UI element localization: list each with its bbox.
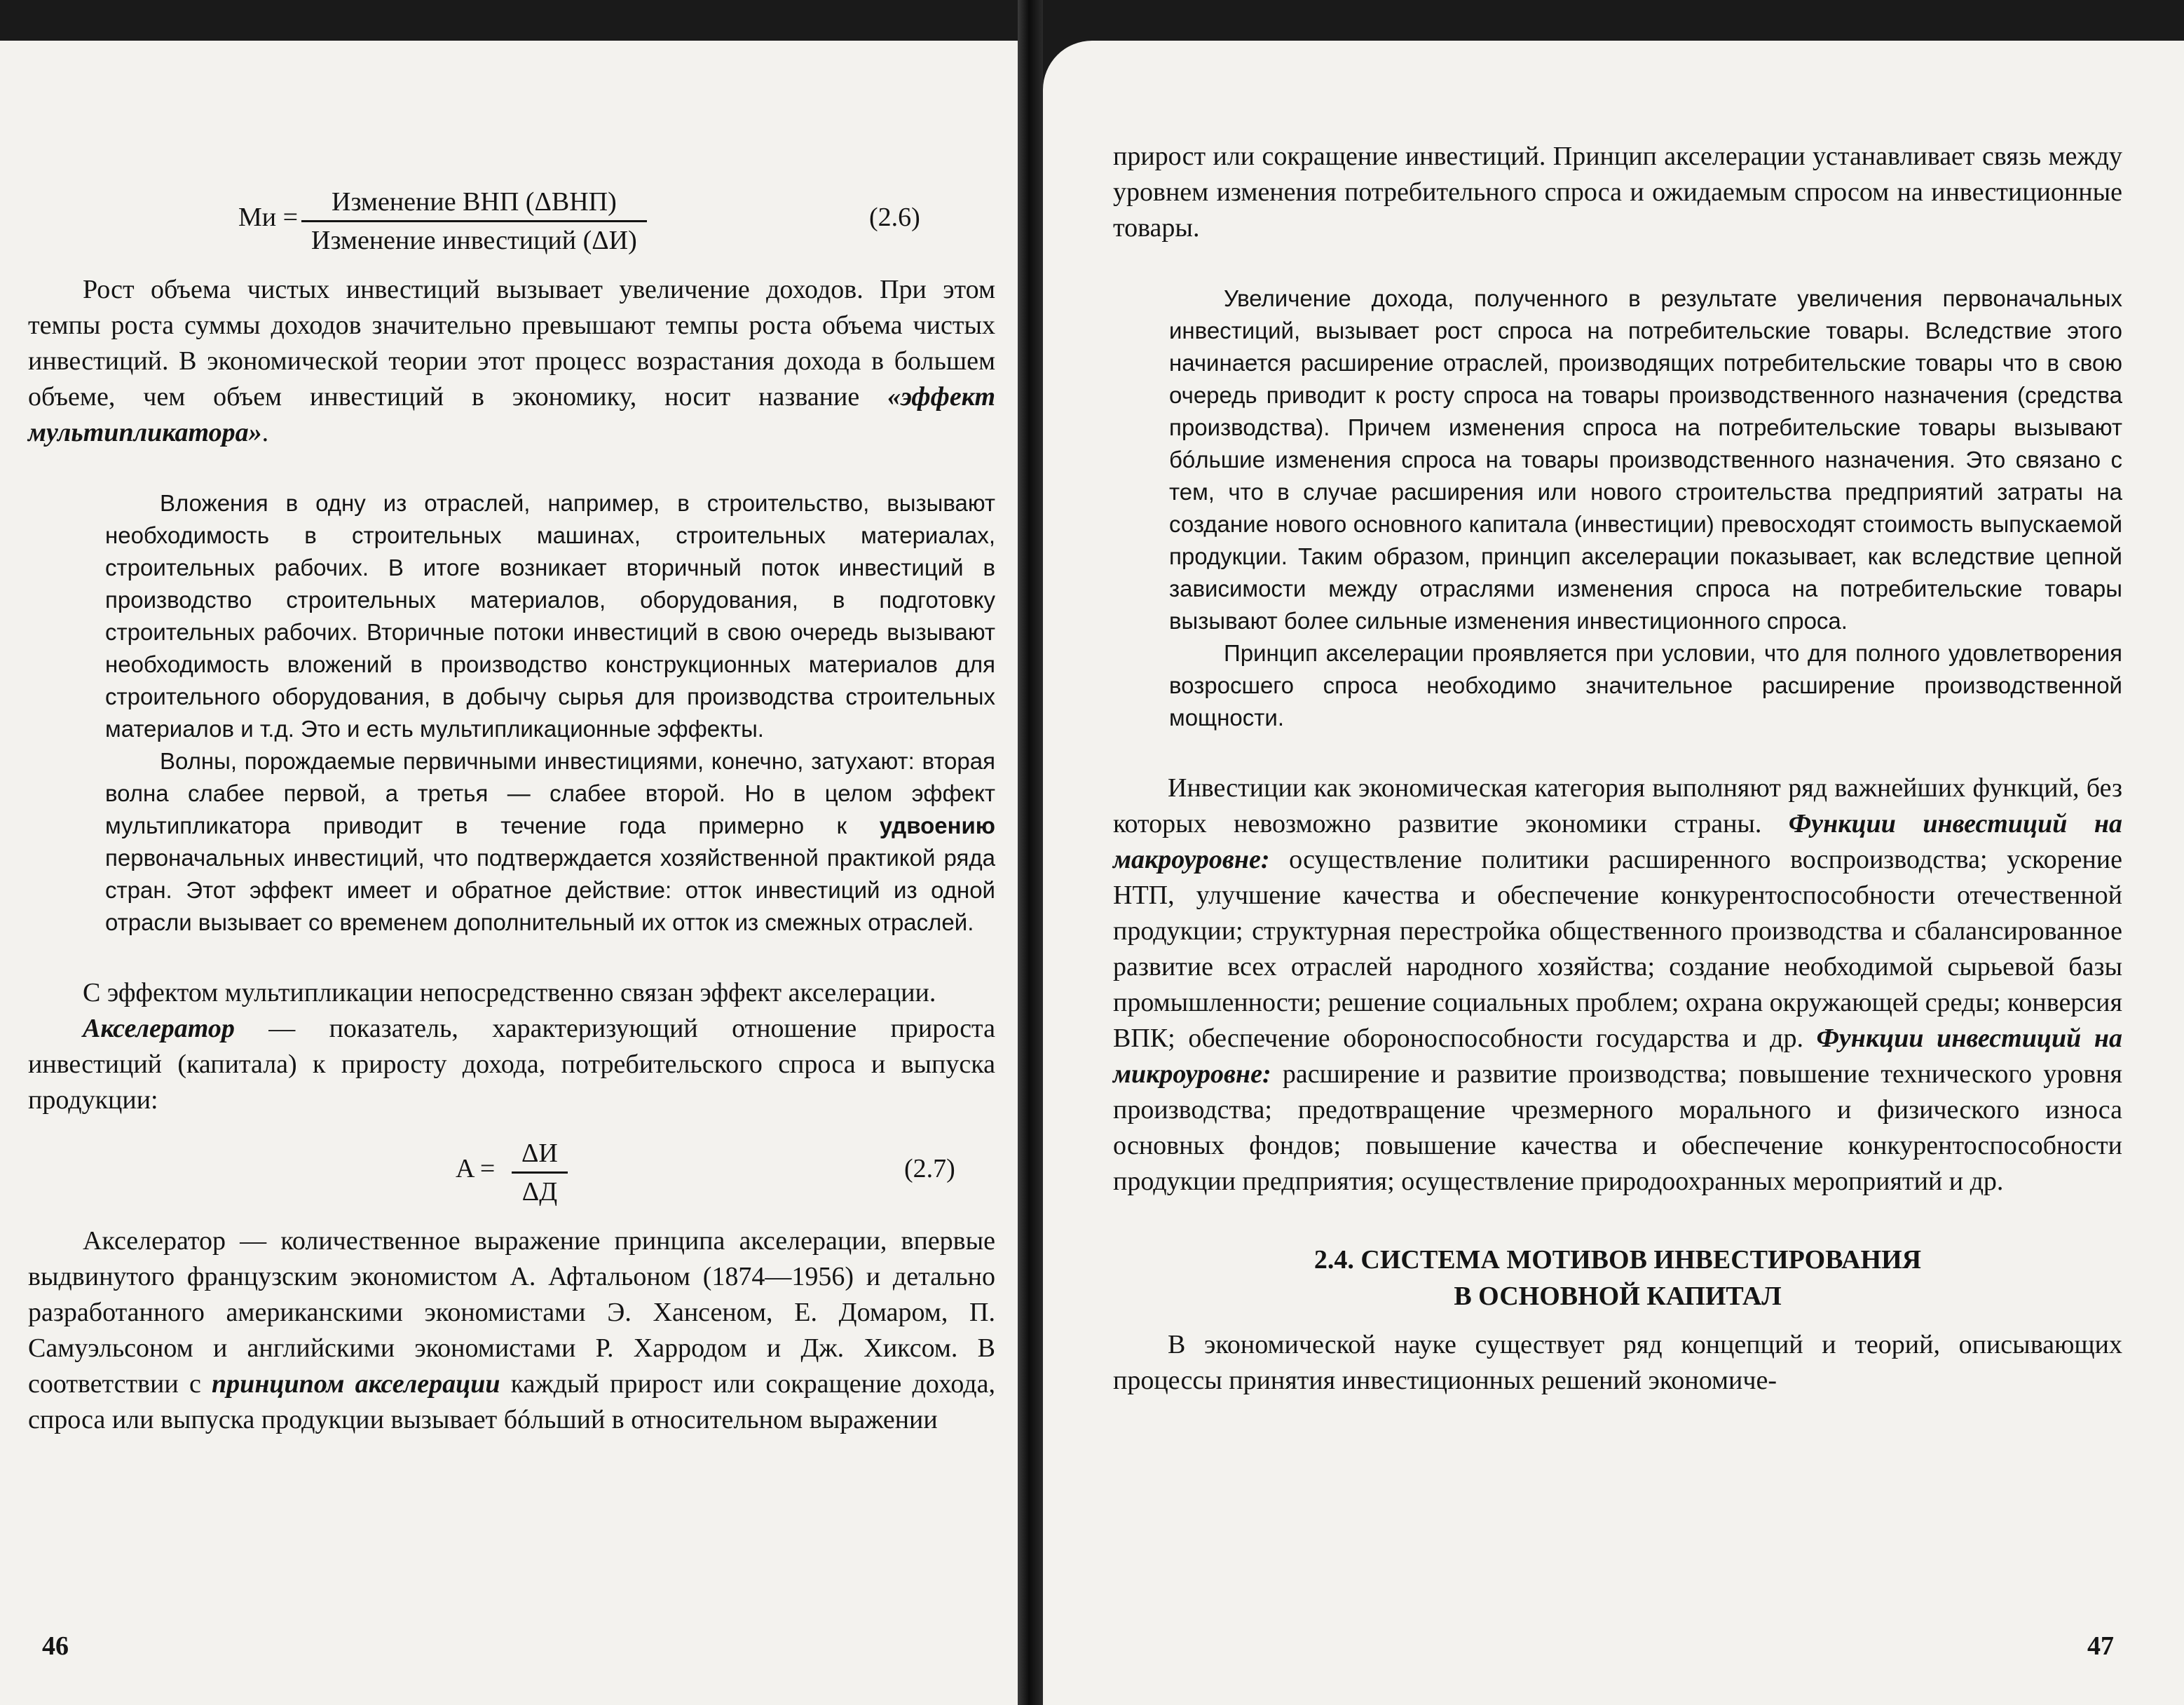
right-para-continuation: прирост или сокращение инвестиций. Принцип акселерации устанавливает связь между уровнем изменения потребительного спроса и ожидаемым спросом на инвестиционные товары.: [1113, 142, 2122, 243]
left-para-accelerator-definition: [28, 1011, 995, 1118]
acceleration-principle-term: принципом акселерации: [212, 1369, 500, 1399]
formula-2-7: [28, 1118, 995, 1223]
investment-functions-text2: осуществление политики расширенного воспроизводства; ускорение НТП, улучшение качества и обеспечение конкурентоспособности отечественной продукции; структурная перестройка общественного производства и сбалансированное развитие всех отраслей народного хозяйства; создание необходимой сырьевой базы промышленности; решение социальных проблем; охрана окружающей среды; конверсия ВПК; обеспечение обороноспособности государства и др.: [1113, 845, 2122, 1053]
left-para-multiplier: [28, 272, 995, 451]
spacer: [1113, 734, 2122, 770]
right-page: [1043, 41, 2184, 1705]
formula-2-7-fraction: [512, 1135, 568, 1210]
section-heading-line1: 2.4. СИСТЕМА МОТИВОВ ИНВЕСТИРОВАНИЯ: [1313, 1245, 1922, 1275]
investment-functions-text3: расширение и развитие производства; повышение технического уровня производства; предотвращение чрезмерного морального и физического износа основных фондов; повышение качества и обеспечение конкурентоспособности продукции предприятия; осуществление природоохранных мероприятий и др.: [1113, 1059, 2122, 1196]
formula-2-6-numerator: Изменение ВНП (ΔВНП): [301, 184, 647, 222]
doubling-term: удвоению: [879, 813, 995, 838]
multiplier-example-block: [105, 487, 995, 939]
page-number-left: 46: [42, 1631, 69, 1661]
formula-2-7-number: (2.7): [904, 1154, 955, 1183]
left-para-accelerator-history: [28, 1223, 995, 1438]
acceleration-example-para2: Принцип акселерации проявляется при условии, что для полного удовлетворения возросшего спроса необходимо значительное расширение производственной мощности.: [1169, 640, 2122, 731]
formula-2-7-denominator: ΔД: [521, 1177, 558, 1207]
acceleration-example-para1: Увеличение дохода, полученного в результате увеличения первоначальных инвестиций, вызывает рост спроса на потребительские товары. Вследствие этого начинается расширение отраслей, производящих потребительские товары что в свою очередь приводит к росту спроса на товары производственного назначения (средства производства). Причем изменения спроса на потребительские товары вызывают бóльшие изменения спроса на товары производственного назначения. Это связано с тем, что в случае расширения или нового строительства предприятий затраты на создание нового основного капитала (инвестиции) превосходят стоимость выпускаемой продукции. Таким образом, принцип акселерации показывает, как вследствие цепной зависимости между отраслями изменения спроса на потребительские товары вызывают более сильные изменения инвестиционного спроса.: [1169, 285, 2122, 634]
left-para-acceleration-link: С эффектом мультипликации непосредственно связан эффект акселерации.: [83, 978, 936, 1007]
page-number-right: 47: [2087, 1631, 2114, 1661]
spacer: [28, 939, 995, 975]
formula-2-6-fraction: [301, 184, 647, 259]
left-page: [0, 41, 1018, 1705]
formula-2-6-denominator: Изменение инвестиций (ΔИ): [311, 226, 637, 255]
right-para-investment-functions: [1113, 770, 2122, 1200]
multiplier-effect-term: «эффект мультипликатора»: [28, 382, 995, 447]
acceleration-example-block: [1169, 283, 2122, 734]
multiplier-example-para2-after: первоначальных инвестиций, что подтверждается хозяйственной практикой ряда стран. Этот эффект имеет и обратное действие: отток инвестиций из одной отрасли вызывает со временем дополнительный их отток из смежных отраслей.: [105, 845, 995, 935]
multiplier-example-para2: [105, 745, 995, 939]
multiplier-example-para1: Вложения в одну из отраслей, например, в строительство, вызывают необходимость в строительных машинах, строительных материалах, строительных рабочих. В итоге возникает вторичный поток инвестиций в производство строительных материалов, оборудования, в подготовку строительных рабочих. Вторичные потоки инвестиций в свою очередь вызывают необходимость вложений в производство конструкционных материалов для строительного оборудования, в добычу сырья для производства строительных материалов и т.д. Это и есть мультипликационные эффекты.: [105, 490, 995, 742]
accelerator-history-text: Акселератор — количественное выражение принципа акселерации, впервые выдвинутого французским экономистом А. Афтальоном (1874—1956) и детально разработанного американскими экономистами Э. Хансеном, Е. Домаром, П. Самуэльсоном и английскими экономистами Р. Харродом и Дж. Хиксом. В соответствии с: [28, 1226, 995, 1399]
multiplier-example-para2-before: Волны, порождаемые первичными инвестициями, конечно, затухают: вторая волна слабее первой, а третья — слабее второй. Но в целом эффект мультипликатора приводит в течение года примерно к: [105, 748, 995, 838]
formula-2-7-numerator: ΔИ: [512, 1135, 568, 1174]
book-gutter: [1018, 0, 1043, 1705]
accelerator-definition-text: — показатель, характеризующий отношение прироста инвестиций (капитала) к приросту дохода, потребительского спроса и выпуска продукции:: [28, 1014, 995, 1115]
left-page-body: [28, 167, 995, 1438]
formula-2-7-lhs: A =: [456, 1154, 496, 1183]
accelerator-term: Акселератор: [83, 1014, 235, 1043]
formula-2-6-lhs: Mи =: [238, 203, 299, 232]
section-heading-line2: В ОСНОВНОЙ КАПИТАЛ: [1454, 1282, 1782, 1311]
left-para-multiplier-text: Рост объема чистых инвестиций вызывает увеличение доходов. При этом темпы роста суммы доходов значительно превышают темпы роста объема чистых инвестиций. В экономической теории этот процесс возрастания дохода в большем объеме, чем объем инвестиций в экономику, носит название: [28, 275, 995, 412]
micro-functions-term: Функции инвестиций на микроуровне:: [1113, 1024, 2122, 1089]
accelerator-history-text-after: каждый прирост или сокращение дохода, спроса или выпуска продукции вызывает бóльший в относительном выражении: [28, 1369, 995, 1434]
section-heading-2-4: [1113, 1242, 2122, 1315]
right-para-theories: В экономической науке существует ряд концепций и теорий, описывающих процессы принятия инвестиционных решений экономиче-: [1113, 1330, 2122, 1395]
formula-2-6: [28, 167, 995, 272]
macro-functions-term: Функции инвестиций на макроуровне:: [1113, 809, 2122, 874]
formula-2-6-number: (2.6): [869, 203, 920, 232]
right-page-body: [1113, 139, 2122, 1399]
left-para-multiplier-end: .: [261, 418, 269, 447]
investment-functions-text1: Инвестиции как экономическая категория выполняют ряд важнейших функций, без которых невозможно развитие экономики страны.: [1113, 773, 2122, 838]
